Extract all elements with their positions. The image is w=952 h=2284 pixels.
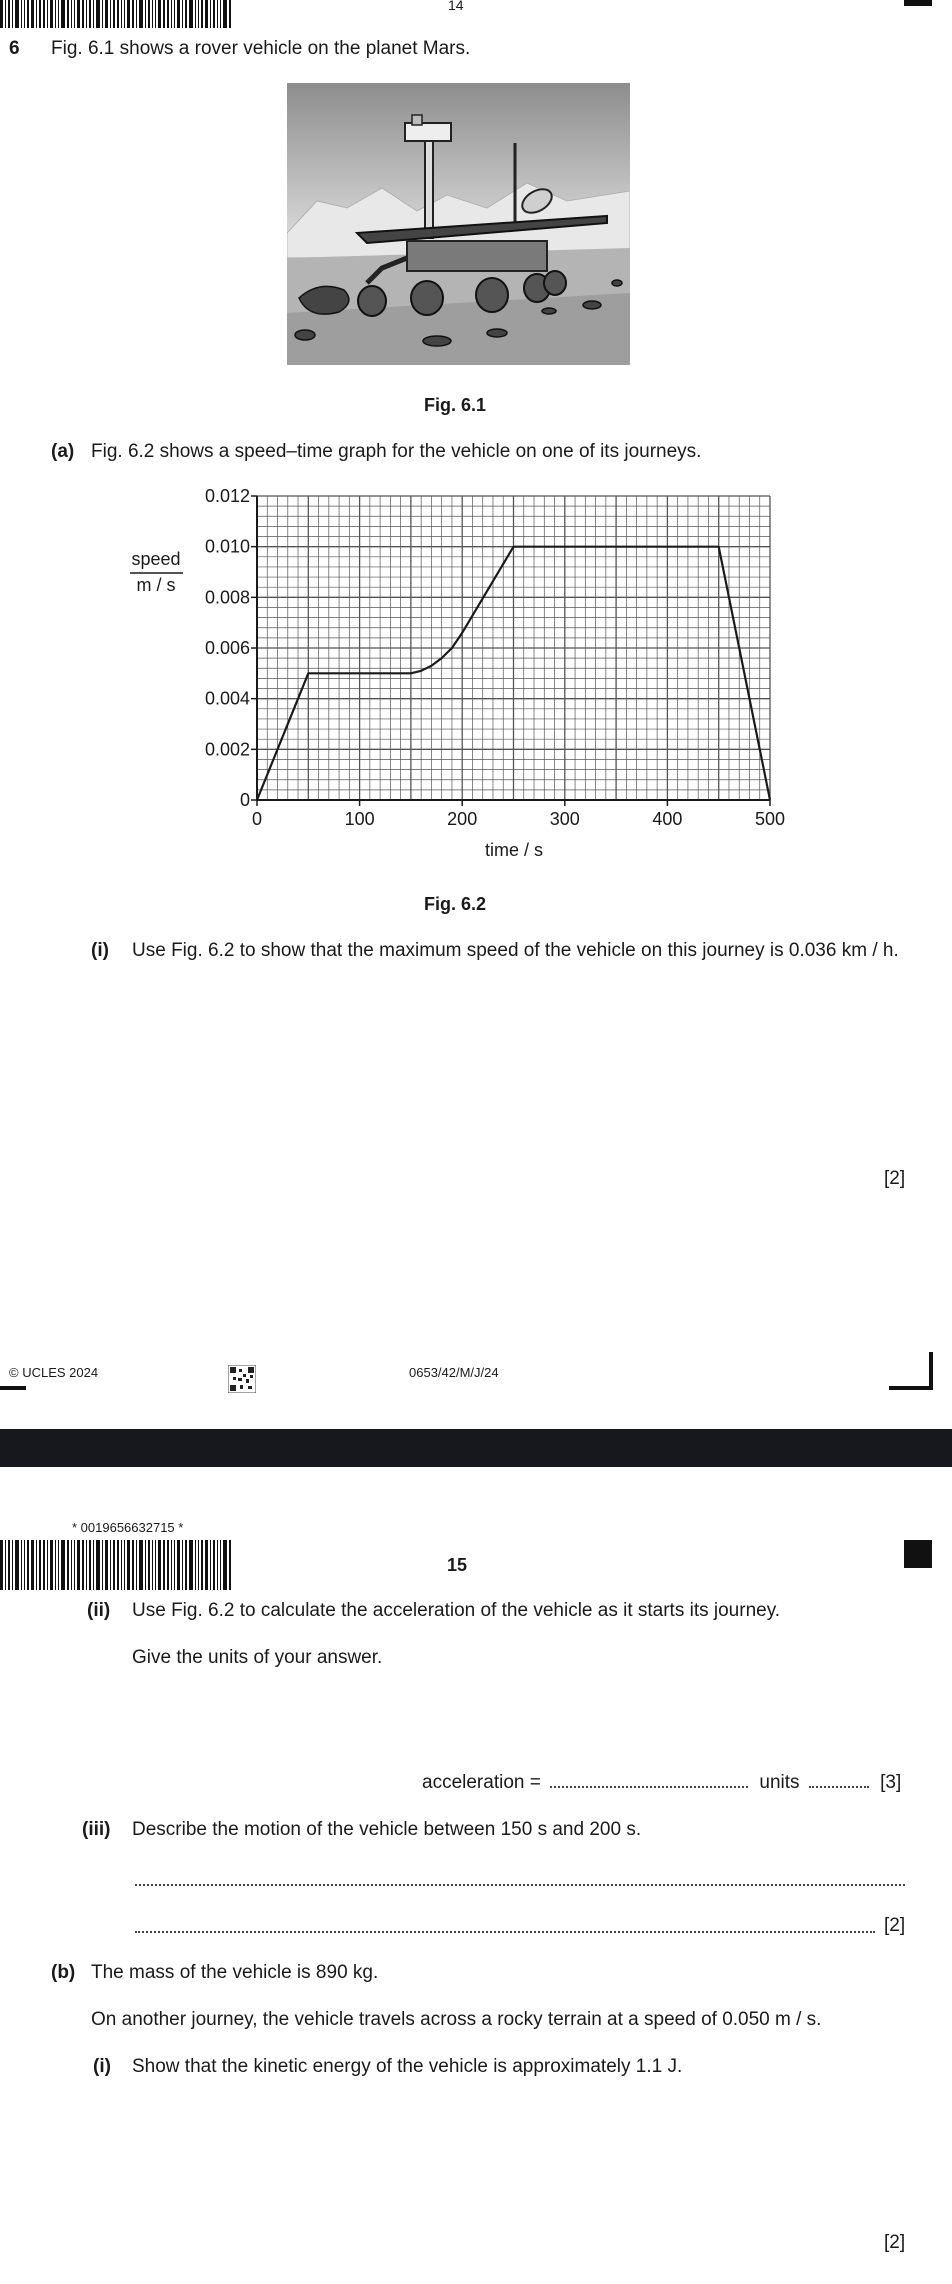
barcode-bar (113, 1540, 115, 1590)
barcode-bar (55, 1540, 56, 1590)
corner-mark-right-h (889, 1386, 933, 1390)
barcode-bar (167, 0, 169, 28)
part-b-text2: On another journey, the vehicle travels across a rocky terrain at a speed of 0.050 m / s. (91, 2009, 822, 2030)
acceleration-answer-blank[interactable] (550, 1772, 748, 1788)
y-axis-label-quantity: speed (131, 549, 181, 569)
barcode-bar (117, 0, 119, 28)
barcode-bar (50, 0, 53, 28)
barcode-bar (67, 1540, 69, 1590)
corner-mark-left (0, 1386, 26, 1390)
part-aiii-marks: [2] (884, 1915, 906, 1936)
barcode-bar (36, 1540, 37, 1590)
barcode-bottom (0, 1540, 368, 1590)
corner-mark-top-right (904, 0, 932, 6)
barcode-bar (198, 1540, 199, 1590)
barcode-bar (132, 0, 134, 28)
barcode-bar (229, 0, 231, 28)
barcode-bar (86, 0, 87, 28)
barcode-bar (8, 0, 10, 28)
barcode-bar (198, 0, 199, 28)
barcode-bar (205, 1540, 208, 1590)
barcode-bar (189, 0, 193, 28)
barcode-bar (124, 1540, 125, 1590)
barcode-bar (217, 0, 218, 28)
barcode-bar (139, 1540, 143, 1590)
x-tick-label: 300 (549, 809, 580, 829)
barcode-bar (171, 1540, 172, 1590)
barcode-bar (15, 1540, 19, 1590)
barcode-bar (0, 0, 3, 28)
corner-square-top-right (904, 1540, 932, 1568)
barcode-bar (213, 0, 215, 28)
qr-code (228, 1365, 256, 1393)
barcode-bar (174, 1540, 175, 1590)
x-tick-label: 100 (344, 809, 375, 829)
question-number: 6 (9, 38, 20, 59)
barcode-bar (117, 1540, 119, 1590)
barcode-bar (171, 0, 172, 28)
barcode-bar (71, 1540, 72, 1590)
part-aiii-text: Describe the motion of the vehicle between 150 s and 200 s. (132, 1819, 642, 1840)
barcode-bar (145, 1540, 146, 1590)
footer-copyright: © UCLES 2024 (9, 1365, 99, 1380)
barcode-bar (155, 1540, 156, 1590)
question-intro: Fig. 6.1 shows a rover vehicle on the planet Mars. (51, 38, 471, 59)
barcode-bar (47, 0, 48, 28)
barcode-bar (24, 1540, 25, 1590)
barcode-bar (93, 1540, 94, 1590)
barcode-bar (61, 0, 65, 28)
barcode-bar (189, 1540, 193, 1590)
barcode-bar (182, 0, 183, 28)
barcode-bar (50, 1540, 53, 1590)
part-ai-text: Use Fig. 6.2 to show that the maximum speed of the vehicle on this journey is 0.036 km / h. (132, 940, 899, 961)
barcode-bar (136, 1540, 137, 1590)
barcode-bar (47, 1540, 48, 1590)
barcode-bar (93, 0, 94, 28)
page-separator (0, 1429, 952, 1467)
barcode-bar (67, 0, 69, 28)
barcode-bar (39, 0, 41, 28)
barcode-bar (110, 1540, 111, 1590)
x-tick-label: 500 (754, 809, 786, 829)
barcode-bar (8, 1540, 10, 1590)
barcode-top (0, 0, 368, 28)
barcode-bar (136, 0, 137, 28)
corner-mark-right-v (929, 1352, 933, 1390)
part-b-label: (b) (51, 1962, 76, 1983)
barcode-bar (58, 0, 59, 28)
barcode-bar (71, 0, 72, 28)
barcode-bar (105, 1540, 108, 1590)
barcode-bar (58, 1540, 59, 1590)
barcode-bar (5, 0, 6, 28)
barcode-bar (167, 1540, 169, 1590)
barcode-bar (31, 0, 34, 28)
part-aii-label: (ii) (87, 1600, 111, 1621)
barcode-bar (229, 1540, 231, 1590)
barcode-bar (210, 1540, 211, 1590)
part-bi-label: (i) (93, 2056, 111, 2077)
barcode-bar (223, 0, 227, 28)
speed-time-graph (120, 480, 800, 880)
x-tick-labels (252, 800, 785, 829)
y-tick-label: 0.006 (204, 638, 250, 658)
barcode-bar (77, 1540, 80, 1590)
barcode-bar (43, 0, 45, 28)
barcode-bar (139, 0, 143, 28)
y-tick-label: 0 (239, 790, 250, 810)
barcode-bar (158, 0, 161, 28)
barcode-bar (55, 0, 56, 28)
fig1-caption: Fig. 6.1 (424, 395, 487, 415)
barcode-bar (148, 1540, 150, 1590)
barcode-bar (132, 1540, 134, 1590)
barcode-bar (195, 0, 196, 28)
part-a-text: Fig. 6.2 shows a speed–time graph for the vehicle on one of its journeys. (91, 441, 702, 462)
x-tick-label: 200 (447, 809, 478, 829)
barcode-bar (145, 0, 146, 28)
barcode-bar (110, 0, 111, 28)
barcode-bar (174, 0, 175, 28)
barcode-bar (61, 1540, 65, 1590)
barcode-bar (210, 0, 211, 28)
y-tick-labels (205, 486, 257, 810)
barcode-bar (113, 0, 115, 28)
y-tick-label: 0.008 (204, 587, 250, 608)
barcode-bar (39, 1540, 41, 1590)
part-b-text: The mass of the vehicle is 890 kg. (91, 1962, 379, 1983)
page-number: 14 (448, 0, 464, 13)
barcode-bar (102, 0, 103, 28)
barcode-bar (5, 1540, 6, 1590)
barcode-bar (105, 0, 108, 28)
x-axis-label: time / s (484, 840, 544, 860)
barcode-bar (74, 1540, 75, 1590)
part-ai-marks: [2] (884, 1168, 906, 1189)
page-number-2: 15 (447, 1555, 468, 1575)
barcode-bar (127, 0, 130, 28)
barcode-bar (163, 0, 165, 28)
barcode-bar (89, 1540, 91, 1590)
barcode-bar (185, 0, 187, 28)
barcode-bar (195, 1540, 196, 1590)
barcode-bar (15, 0, 19, 28)
barcode-bar (217, 1540, 218, 1590)
barcode-bar (158, 1540, 161, 1590)
y-tick-label: 0.012 (204, 486, 250, 506)
x-tick-label: 400 (652, 809, 683, 829)
barcode-bar (43, 1540, 45, 1590)
barcode-number: * 0019656632715 * (72, 1520, 184, 1535)
barcode-bar (36, 0, 37, 28)
barcode-bar (121, 0, 122, 28)
barcode-bar (177, 1540, 180, 1590)
barcode-bar (96, 1540, 100, 1590)
barcode-bar (102, 1540, 103, 1590)
barcode-bar (21, 0, 22, 28)
part-aii-text: Use Fig. 6.2 to calculate the acceleration of the vehicle as it starts its journey. (132, 1600, 781, 1621)
units-answer-blank[interactable] (809, 1772, 869, 1788)
y-tick-label: 0.002 (204, 739, 250, 760)
barcode-bar (148, 0, 150, 28)
barcode-bar (96, 0, 100, 28)
y-axis-label-unit: m / s (136, 575, 176, 595)
barcode-bar (185, 1540, 187, 1590)
barcode-bar (127, 1540, 130, 1590)
barcode-bar (82, 0, 84, 28)
barcode-bar (223, 1540, 227, 1590)
barcode-bar (89, 0, 91, 28)
barcode-bar (124, 0, 125, 28)
barcode-bar (152, 0, 153, 28)
barcode-bar (201, 0, 203, 28)
barcode-bar (12, 0, 13, 28)
barcode-bar (24, 0, 25, 28)
barcode-bar (182, 1540, 183, 1590)
part-bi-marks: [2] (884, 2232, 906, 2253)
barcode-bar (163, 1540, 165, 1590)
barcode-bar (31, 1540, 34, 1590)
barcode-bar (74, 0, 75, 28)
part-ai-label: (i) (91, 940, 109, 961)
barcode-bar (21, 1540, 22, 1590)
part-aiii-label: (iii) (82, 1819, 111, 1840)
barcode-bar (121, 1540, 122, 1590)
barcode-bar (220, 1540, 221, 1590)
part-aii-marks: [3] (880, 1772, 902, 1793)
answer-line-1[interactable] (135, 1870, 905, 1886)
answer-line-2[interactable] (135, 1917, 875, 1933)
barcode-bar (12, 1540, 13, 1590)
barcode-bar (177, 0, 180, 28)
barcode-bar (201, 1540, 203, 1590)
barcode-bar (82, 1540, 84, 1590)
acceleration-answer-line (422, 1771, 901, 1795)
barcode-bar (0, 1540, 3, 1590)
barcode-bar (220, 0, 221, 28)
barcode-bar (86, 1540, 87, 1590)
barcode-bar (155, 0, 156, 28)
mars-rover-figure (287, 83, 630, 365)
x-tick-label: 0 (251, 809, 263, 829)
barcode-bar (27, 0, 29, 28)
y-tick-label: 0.004 (204, 688, 250, 709)
footer-code: 0653/42/M/J/24 (409, 1365, 499, 1380)
barcode-bar (213, 1540, 215, 1590)
acceleration-label: acceleration = (422, 1772, 541, 1793)
units-label: units (759, 1772, 800, 1793)
barcode-bar (205, 0, 208, 28)
barcode-bar (77, 0, 80, 28)
barcode-bar (27, 1540, 29, 1590)
fig2-caption: Fig. 6.2 (424, 894, 487, 914)
graph-grid (257, 496, 770, 800)
part-a-label: (a) (51, 441, 75, 462)
y-tick-label: 0.010 (204, 536, 250, 557)
part-bi-text: Show that the kinetic energy of the vehicle is approximately 1.1 J. (132, 2056, 683, 2077)
barcode-bar (152, 1540, 153, 1590)
part-aii-units-prompt: Give the units of your answer. (132, 1647, 383, 1668)
